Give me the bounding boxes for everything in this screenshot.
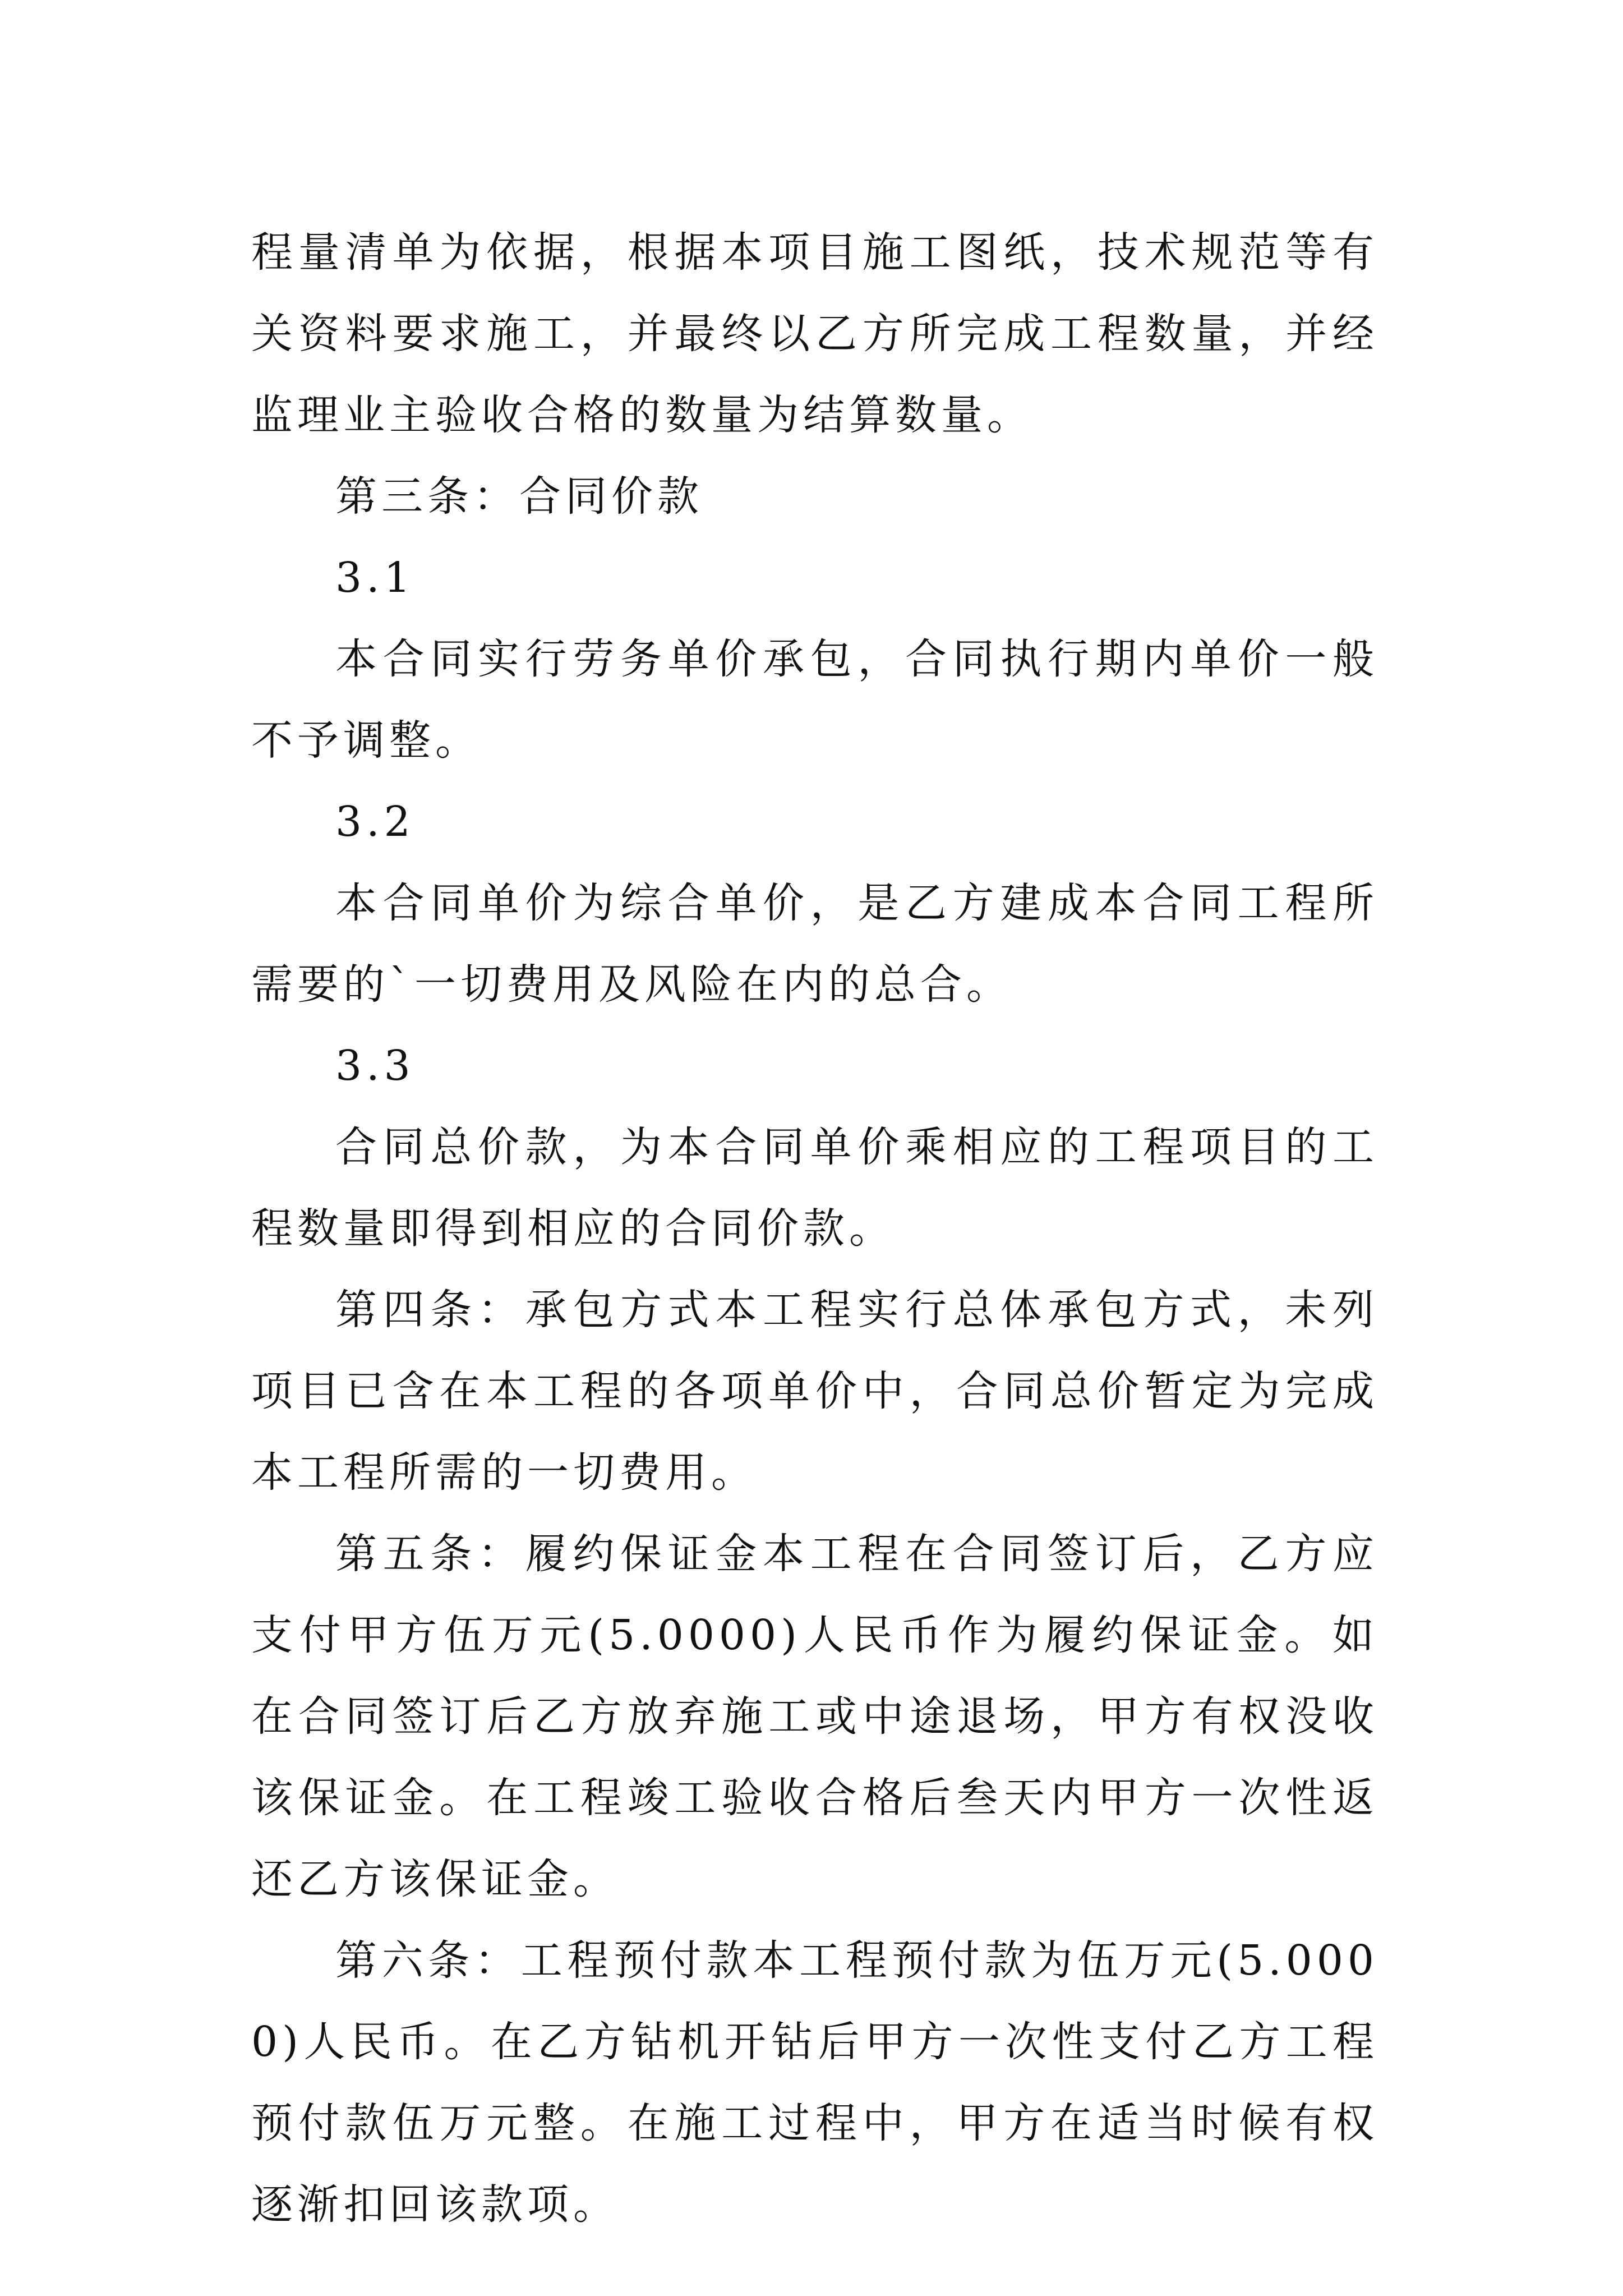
clause-3-1-body: 本合同实行劳务单价承包，合同执行期内单价一般不予调整。 <box>251 635 1378 765</box>
article-4-paragraph: 第四条：承包方式本工程实行总体承包方式，未列项目已含在本工程的各项单价中，合同总价暂定为完成本工程所需的一切费用。 <box>251 1286 1378 1497</box>
article-5-paragraph: 第五条：履约保证金本工程在合同签订后，乙方应支付甲方伍万元(5.0000)人民币作为履约保证金。如在合同签订后乙方放弃施工或中途退场，甲方有权没收该保证金。在工程竣工验收合格后叁天内甲方一次性返还乙方该保证金。 <box>251 1530 1378 1903</box>
article-6-paragraph: 第六条：工程预付款本工程预付款为伍万元(5.0000)人民币。在乙方钻机开钻后甲方一次性支付乙方工程预付款伍万元整。在施工过程中，甲方在适当时候有权逐渐扣回该款项。 <box>251 1936 1378 2229</box>
clause-3-3-body: 合同总价款，为本合同单价乘相应的工程项目的工程数量即得到相应的合同价款。 <box>251 1123 1378 1253</box>
clause-3-2-body: 本合同单价为综合单价，是乙方建成本合同工程所需要的`一切费用及风险在内的总合。 <box>251 879 1378 1009</box>
article-3-heading: 第三条：合同价款 <box>335 472 703 521</box>
document-body <box>251 212 1378 2246</box>
paragraph-continuation: 程量清单为依据，根据本项目施工图纸，技术规范等有关资料要求施工，并最终以乙方所完成工程数量，并经监理业主验收合格的数量为结算数量。 <box>251 228 1378 439</box>
clause-3-2-number: 3.2 <box>335 798 415 846</box>
clause-3-1-number: 3.1 <box>335 554 415 602</box>
clause-3-3-number: 3.3 <box>335 1042 415 1090</box>
